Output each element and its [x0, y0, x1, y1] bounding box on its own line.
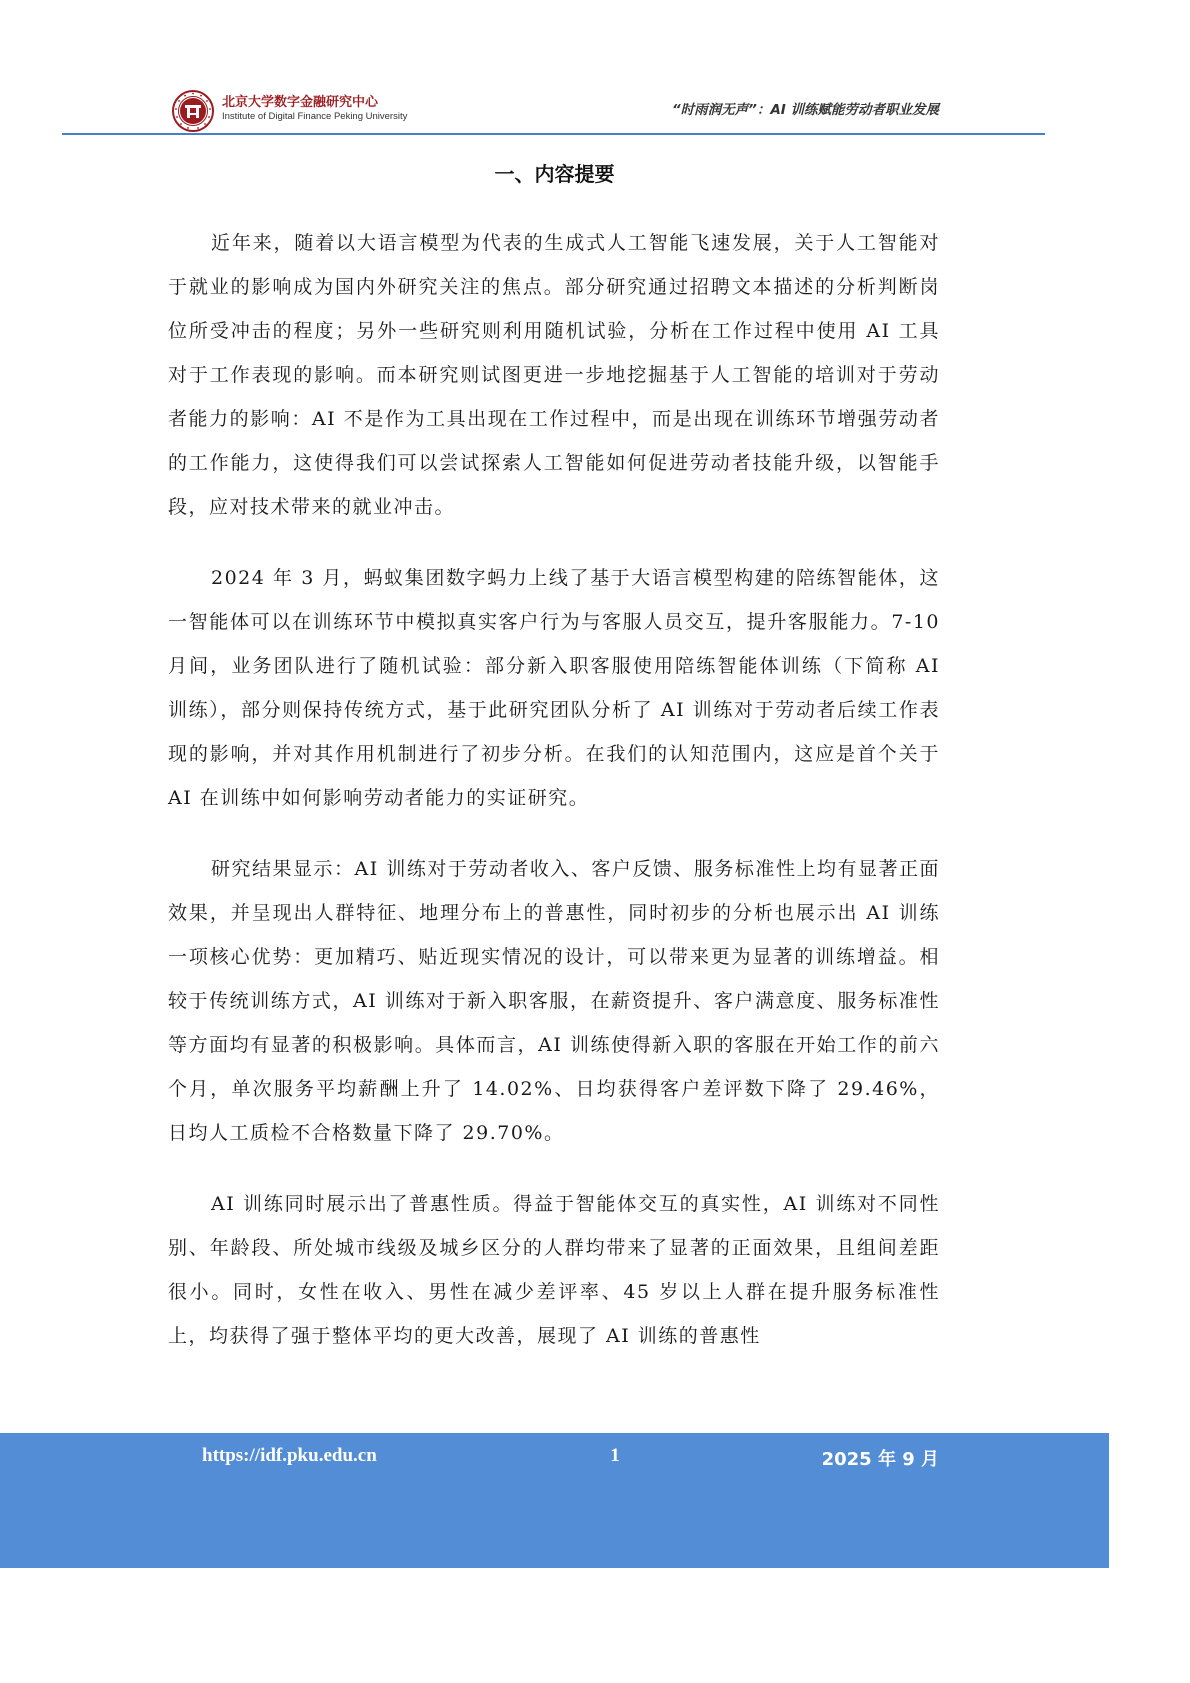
institution-logo-text: [222, 96, 407, 122]
page-header: [62, 84, 1045, 134]
summary-body: [168, 221, 940, 1385]
paragraph-2: 2024 年 3 月，蚂蚁集团数字蚂力上线了基于大语言模型构建的陪练智能体，这一智能体可以在训练环节中模拟真实客户行为与客服人员交互，提升客服能力。7-10 月间，业务团队进行了随机试验：部分新入职客服使用陪练智能体训练（下简称 AI 训练），部分则保持传统方式，基于此研究团队分析了 AI 训练对于劳动者后续工作表现的影响，并对其作用机制进行了初步分析。在我们的认知范围内，这应是首个关于 AI 在训练中如何影响劳动者能力的实证研究。: [168, 567, 940, 809]
report-title: “时雨润无声”：AI 训练赋能劳动者职业发展: [671, 102, 939, 118]
footer-url[interactable]: https://idf.pku.edu.cn: [202, 1445, 377, 1466]
page-number: 1: [610, 1445, 620, 1466]
header-divider: [62, 133, 1045, 135]
paragraph-4: AI 训练同时展示出了普惠性质。得益于智能体交互的真实性，AI 训练对不同性别、年龄段、所处城市线级及城乡区分的人群均带来了显著的正面效果，且组间差距很小。同时，女性在收入、男性在减少差评率、45 岁以上人群在提升服务标准性上，均获得了强于整体平均的更大改善，展现了 AI 训练的普惠性: [168, 1193, 940, 1347]
institution-name-en: Institute of Digital Finance Peking University: [222, 111, 408, 122]
institution-name-cn: 北京大学数字金融研究中心: [222, 95, 379, 110]
paragraph-3: 研究结果显示：AI 训练对于劳动者收入、客户反馈、服务标准性上均有显著正面效果，并呈现出人群特征、地理分布上的普惠性，同时初步的分析也展示出 AI 训练一项核心优势：更加精巧、贴近现实情况的设计，可以带来更为显著的训练增益。相较于传统训练方式，AI 训练对于新入职客服，在薪资提升、客户满意度、服务标准性等方面均有显著的积极影响。具体而言，AI 训练使得新入职的客服在开始工作的前六个月，单次服务平均薪酬上升了 14.02%、日均获得客户差评数下降了 29.46%，日均人工质检不合格数量下降了 29.70%。: [168, 858, 940, 1144]
pku-seal-icon: [172, 90, 214, 132]
footer-date: 2025 年 9 月: [821, 1449, 939, 1470]
paragraph-1: 近年来，随着以大语言模型为代表的生成式人工智能飞速发展，关于人工智能对于就业的影响成为国内外研究关注的焦点。部分研究通过招聘文本描述的分析判断岗位所受冲击的程度；另外一些研究则利用随机试验，分析在工作过程中使用 AI 工具对于工作表现的影响。而本研究则试图更进一步地挖掘基于人工智能的培训对于劳动者能力的影响：AI 不是作为工具出现在工作过程中，而是出现在训练环节增强劳动者的工作能力，这使得我们可以尝试探索人工智能如何促进劳动者技能升级，以智能手段，应对技术带来的就业冲击。: [168, 232, 940, 518]
section-title: 一、内容提要: [494, 162, 615, 186]
page-footer: [0, 1433, 1109, 1568]
